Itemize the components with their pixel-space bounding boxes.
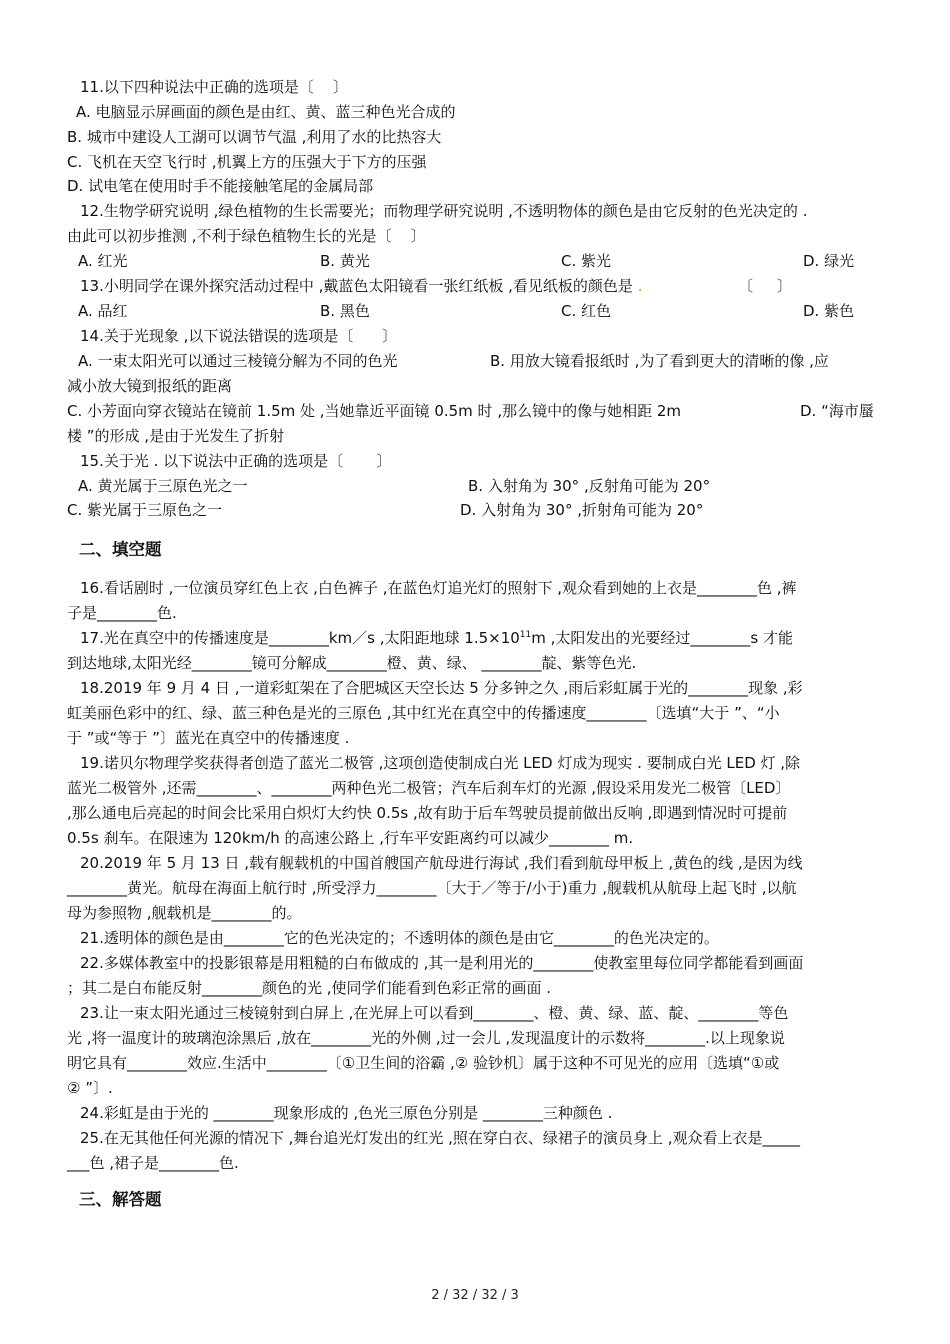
q17-line1: 17.光在真空中的传播速度是________km／s ,太阳距地球 $1.5\times 10^{11}m$ ,太阳发出的光要经过________s 才能 — [80, 629, 793, 647]
q25-line1: 25.在无其他任何光源的情况下 ,舞台追光灯发出的红光 ,照在穿白衣、绿裙子的演员身上 ,观众看上衣是_____ — [80, 1129, 800, 1147]
q24-line: 24.彩虹是由于光的 ________现象形成的 ,色光三原色分别是 ________三种颜色 . — [80, 1104, 613, 1122]
q22-line2: ；其二是白布能反射________颜色的光 ,使同学们能看到色彩正常的画面 . — [67, 979, 552, 997]
q21-line: 21.透明体的颜色是由________它的色光决定的；不透明体的颜色是由它________的色光决定的。 — [80, 929, 719, 947]
q13-paren: 〔 〕 — [738, 277, 792, 295]
q12-option-c: C. 紫光 — [561, 252, 612, 270]
q12-stem-line2: 由此可以初步推测 ,不利于绿色植物生长的光是〔 〕 — [67, 227, 426, 245]
q23-line4: ② ”〕. — [67, 1079, 113, 1097]
q13-stem: 13.小明同学在课外探究活动过程中 ,戴蓝色太阳镜看一张红纸板 ,看见纸板的颜色是 . — [80, 277, 643, 295]
q11-stem: 11.以下四种说法中正确的选项是〔 〕 — [80, 78, 348, 96]
q13-option-c: C. 红色 — [561, 302, 612, 320]
q23-line2: 光 ,将一温度计的玻璃泡涂黑后 ,放在________光的外侧 ,过一会儿 ,发现温度计的示数将________.以上现象说 — [67, 1029, 785, 1047]
section-2-heading: 二、填空题 — [79, 540, 162, 559]
q25-line2: ___色 ,裙子是________色. — [67, 1154, 239, 1172]
q23-line3: 明它具有________效应.生活中________〔①卫生间的浴霸 ,② 验钞机〕属于这种不可见光的应用〔选填“①或 — [67, 1054, 780, 1072]
q15-option-c: C. 紫光属于三原色之一 — [67, 501, 223, 519]
q20-line2: ________黄光。航母在海面上航行时 ,所受浮力________〔大于／等于/小于)重力 ,舰载机从航母上起飞时 ,以航 — [67, 879, 797, 897]
q16-line2: 子是________色. — [67, 604, 177, 622]
q14-option-d-line1: D. “海市蜃 — [800, 402, 874, 420]
q14-option-d-line2: 楼 ”的形成 ,是由于光发生了折射 — [67, 427, 285, 445]
q12-option-a: A. 红光 — [78, 252, 128, 270]
q18-line3: 于 ”或“等于 ”〕蓝光在真空中的传播速度 . — [67, 729, 350, 747]
q13-option-a: A. 品红 — [78, 302, 128, 320]
q12-option-d: D. 绿光 — [803, 252, 855, 270]
q12-option-b: B. 黄光 — [320, 252, 370, 270]
q23-line1: 23.让一束太阳光通过三棱镜射到白屏上 ,在光屏上可以看到________、橙、黄、绿、蓝、靛、________等色 — [80, 1004, 789, 1022]
q14-option-c: C. 小芳面向穿衣镜站在镜前 1.5m 处 ,当她靠近平面镜 0.5m 时 ,那么镜中的像与她相距 2m — [67, 402, 682, 420]
q19-line2: 蓝光二极管外 ,还需________、________两种色光二极管；汽车后刹车灯的光源 ,假设采用发光二极管〔LED〕 — [67, 779, 791, 797]
q17-line2: 到达地球,太阳光经________镜可分解成________橙、黄、绿、 ________靛、紫等色光. — [67, 654, 637, 672]
q19-line1: 19.诺贝尔物理学奖获得者创造了蓝光二极管 ,这项创造使制成白光 LED 灯成为现实 . 要制成白光 LED 灯 ,除 — [80, 754, 801, 772]
q11-option-c: C. 飞机在天空飞行时 ,机翼上方的压强大于下方的压强 — [67, 153, 427, 171]
q11-option-a: A. 电脑显示屏画面的颜色是由红、黄、蓝三种色光合成的 — [76, 103, 456, 121]
q22-line1: 22.多媒体教室中的投影银幕是用粗糙的白布做成的 ,其一是利用光的________使教室里每位同学都能看到画面 — [80, 954, 804, 972]
q19-line4: 0.5s 刹车。在限速为 120km/h 的高速公路上 ,行车平安距离约可以减少________ m. — [67, 829, 634, 847]
q20-line3: 母为参照物 ,舰载机是________的。 — [67, 904, 302, 922]
q13-option-b: B. 黑色 — [320, 302, 370, 320]
page-number-footer: 2 / 32 / 32 / 3 — [431, 1288, 519, 1303]
q13-option-d: D. 紫色 — [803, 302, 855, 320]
q11-option-d: D. 试电笔在使用时手不能接触笔尾的金属局部 — [67, 177, 374, 195]
q19-line3: ,那么通电后亮起的时间会比采用白炽灯大约快 0.5s ,故有助于后车驾驶员提前做出反响 ,即遇到情况时可提前 — [67, 804, 788, 822]
q14-option-b-line1: B. 用放大镜看报纸时 ,为了看到更大的清晰的像 ,应 — [490, 352, 829, 370]
q15-stem: 15.关于光 . 以下说法中正确的选项是〔 〕 — [80, 452, 392, 470]
section-3-heading: 三、解答题 — [79, 1190, 162, 1209]
q16-line1: 16.看话剧时 ,一位演员穿红色上衣 ,白色裤子 ,在蓝色灯追光灯的照射下 ,观众看到她的上衣是________色 ,裤 — [80, 579, 797, 597]
q15-option-d: D. 入射角为 30° ,折射角可能为 20° — [460, 501, 704, 519]
q17-exponent: 11 — [519, 630, 532, 640]
q13-dot: . — [637, 277, 643, 295]
q12-stem-line1: 12.生物学研究说明 ,绿色植物的生长需要光；而物理学研究说明 ,不透明物体的颜色是由它反射的色光决定的 . — [80, 202, 808, 220]
q15-option-b: B. 入射角为 30° ,反射角可能为 20° — [468, 477, 711, 495]
q14-option-a: A. 一束太阳光可以通过三棱镜分解为不同的色光 — [78, 352, 398, 370]
q18-line1: 18.2019 年 9 月 4 日 ,一道彩虹架在了合肥城区天空长达 5 分多钟之久 ,雨后彩虹属于光的________现象 ,彩 — [80, 679, 803, 697]
q18-line2: 虹美丽色彩中的红、绿、蓝三种色是光的三原色 ,其中红光在真空中的传播速度________〔选填“大于 ”、“小 — [67, 704, 780, 722]
q14-stem: 14.关于光现象 ,以下说法错误的选项是〔 〕 — [80, 327, 398, 345]
q15-option-a: A. 黄光属于三原色光之一 — [78, 477, 248, 495]
q11-option-b: B. 城市中建设人工湖可以调节气温 ,利用了水的比热容大 — [67, 128, 442, 146]
q14-option-b-line2: 减小放大镜到报纸的距离 — [67, 377, 233, 395]
q20-line1: 20.2019 年 5 月 13 日 ,载有舰载机的中国首艘国产航母进行海试 ,我们看到航母甲板上 ,黄色的线 ,是因为线 — [80, 854, 803, 872]
